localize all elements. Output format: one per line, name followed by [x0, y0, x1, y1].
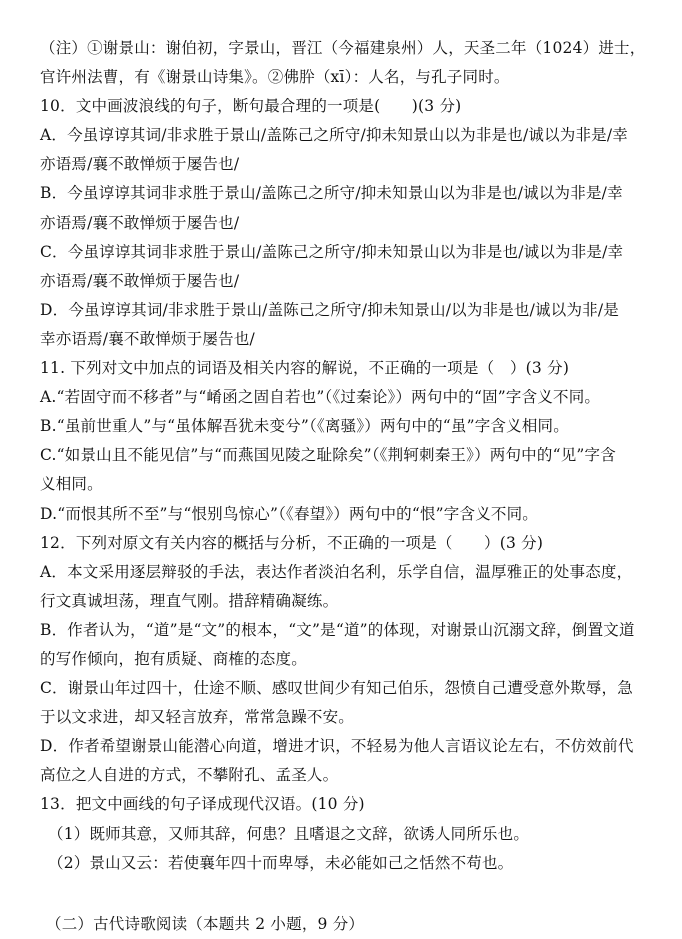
question-10-option-a-line-2: 亦语焉/襄不敢惮烦于屡告也/: [40, 155, 240, 174]
question-11-option-a: A.“若固守而不移者”与“崤函之固自若也”（《过秦论》）两句中的“固”字含义不同。: [40, 388, 601, 407]
exam-page: [40, 34, 648, 939]
question-12-option-d-line-2: 高位之人自进的方式，不攀附孔、孟圣人。: [40, 766, 339, 785]
question-10-stem: 10．文中画波浪线的句子，断句最合理的一项是( )(3 分): [40, 97, 462, 116]
note-line-1: （注）①谢景山：谢伯初，字景山，晋江（今福建泉州）人，天圣二年（1024）进士，: [40, 39, 646, 57]
section-spacer: [40, 878, 648, 910]
question-10-option-c-line-2: 亦语焉/襄不敢惮烦于屡告也/: [40, 271, 240, 290]
question-10-option-b-line-1: B．今虽谆谆其词非求胜于景山/盖陈己之所守/抑未知景山以为非是也/诚以为非是/幸: [40, 184, 623, 203]
question-12-option-a-line-2: 行文真诚坦荡，理直气刚。措辞精确凝练。: [40, 591, 339, 610]
section-heading-poetry: （二）古代诗歌阅读（本题共 2 小题，9 分）: [46, 914, 365, 933]
question-11-option-c-line-1: C.“如景山且不能见信”与“而燕国见陵之耻除矣”（《荆轲刺秦王》）两句中的“见”字含: [40, 446, 616, 465]
question-11-option-c-line-2: 义相同。: [40, 475, 103, 494]
question-10-option-c-line-1: C．今虽谆谆其词非求胜于景山/盖陈己之所守/抑未知景山以为非是也/诚以为非是/幸: [40, 242, 624, 261]
question-12-stem: 12．下列对原文有关内容的概括与分析，不正确的一项是（ ）(3 分): [40, 533, 544, 552]
question-11-stem: 11. 下列对文中加点的词语及相关内容的解说，不正确的一项是（ ）(3 分): [40, 359, 570, 378]
question-12-option-b-line-2: 的写作倾向，抱有质疑、商榷的态度。: [40, 649, 307, 668]
question-13-item-2: （2）景山又云：若使襄年四十而卑辱，未必能如己之恬然不苟也。: [48, 853, 514, 872]
question-10-option-d-line-2: 幸亦语焉/襄不敢惮烦于屡告也/: [40, 329, 255, 348]
question-11-option-b: B.“虽前世重人”与“虽体解吾犹未变兮”（《离骚》）两句中的“虽”字含义相同。: [40, 417, 569, 436]
question-12-option-c-line-1: C．谢景山年过四十，仕途不顺、感叹世间少有知己伯乐，怨愤自己遭受意外欺辱，急: [40, 679, 633, 698]
question-12-option-d-line-1: D．作者希望谢景山能潜心向道，增进才识，不轻易为他人言语议论左右，不仿效前代: [40, 737, 634, 756]
question-12-option-a-line-1: A．本文采用逐层辩驳的手法，表达作者淡泊名利，乐学自信，温厚雅正的处事态度，: [40, 562, 633, 581]
question-12-option-b-line-1: B．作者认为，“道”是“文”的根本，“文”是“道”的体现，对谢景山沉溺文辞，倒置文道: [40, 620, 635, 639]
question-12-option-c-line-2: 于以文求进，却又轻言放弃，常常急躁不安。: [40, 708, 355, 727]
question-13-item-1: （1）既师其意，又师其辞，何患？且嗜退之文辞，欲诱人同所乐也。: [48, 824, 530, 843]
question-13-stem: 13．把文中画线的句子译成现代汉语。(10 分): [40, 795, 365, 814]
question-11-option-d: D.“而恨其所不至”与“恨别鸟惊心”（《春望》）两句中的“恨”字含义不同。: [40, 504, 538, 523]
note-line-2: 官许州法曹，有《谢景山诗集》。②佛肸（xī）：人名，与孔子同时。: [40, 68, 510, 87]
question-10-option-d-line-1: D．今虽谆谆其词/非求胜于景山/盖陈己之所守/抑未知景山/以为非是也/诚以为非/是: [40, 300, 619, 319]
question-10-option-b-line-2: 亦语焉/襄不敢惮烦于屡告也/: [40, 213, 240, 232]
question-10-option-a-line-1: A．今虽谆谆其词/非求胜于景山/盖陈己之所守/抑未知景山以为非是也/诚以为非是/幸: [40, 126, 629, 145]
